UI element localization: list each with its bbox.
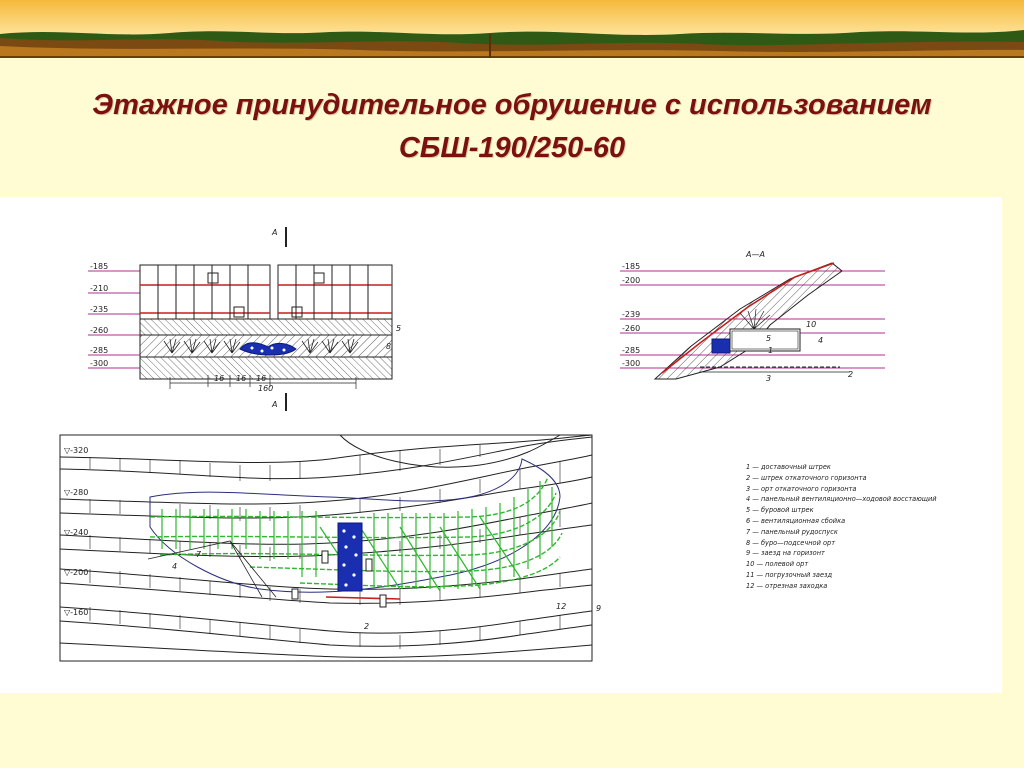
section-level-210: -210 [90, 284, 109, 293]
aa-view-title: А—А [746, 250, 765, 259]
legend-item: 5 — буровой штрек [746, 506, 814, 515]
cut-mark-top: А [272, 228, 278, 237]
legend-item: 2 — штрек откаточного горизонта [746, 473, 867, 482]
legend-item: 7 — панельный рудоспуск [746, 527, 838, 536]
aa-level-239: -239 [622, 310, 641, 319]
technical-drawing [0, 197, 1002, 693]
dim-160: 160 [258, 384, 274, 393]
plan-callout-12: 12 [556, 602, 567, 611]
legend-item: 8 — буро—подсечной орт [746, 538, 836, 547]
legend-item: 10 — полевой орт [746, 560, 809, 569]
legend-item: 9 — заезд на горизонт [746, 549, 825, 558]
plan-level-160: ▽-160 [64, 608, 89, 617]
section-level-235: -235 [90, 305, 109, 314]
legend-item: 1 — доставочный штрек [746, 463, 831, 471]
section-view [88, 227, 401, 411]
aa-callout-3: 3 [766, 374, 772, 383]
plan-level-320: ▽-320 [64, 446, 89, 455]
plan-callout-2: 2 [364, 622, 370, 631]
aa-level-300: -300 [622, 359, 641, 368]
title-line-2: СБШ-190/250-60 [398, 132, 626, 164]
aa-callout-10: 10 [806, 320, 817, 329]
aa-callout-5: 5 [766, 334, 772, 343]
aa-level-260: -260 [622, 324, 641, 333]
cut-mark-bottom: А [272, 400, 278, 409]
legend-item: 3 — орт откаточного горизонта [746, 484, 857, 493]
dim-16-a: 16 [214, 374, 225, 383]
plan-level-200: ▽-200 [64, 568, 89, 577]
plan-callout-9: 9 [596, 604, 602, 613]
legend-item: 11 — погрузочный заезд [746, 570, 833, 579]
plan-level-280: ▽-280 [64, 488, 89, 497]
header-banner [0, 0, 1024, 62]
plan-callout-7: 7 [196, 550, 202, 559]
title-line-1: Этажное принудительное обрушение с использованием [92, 89, 932, 121]
legend-item: 12 — отрезная заходка [746, 581, 828, 590]
aa-level-185: -185 [622, 262, 641, 271]
aa-callout-4: 4 [818, 336, 824, 345]
section-level-285: -285 [90, 346, 109, 355]
section-level-260: -260 [90, 326, 109, 335]
section-callout-8: 8 [386, 342, 392, 351]
aa-view [620, 250, 885, 383]
section-level-300: -300 [90, 359, 109, 368]
aa-level-285: -285 [622, 346, 641, 355]
dim-16-c: 16 [256, 374, 267, 383]
plan-level-240: ▽-240 [64, 528, 89, 537]
section-callout-5: 5 [396, 324, 402, 333]
aa-callout-2: 2 [848, 370, 854, 379]
aa-callout-1: 1 [768, 346, 774, 355]
plan-view [60, 435, 601, 661]
plan-callout-4: 4 [172, 562, 178, 571]
legend-item: 6 — вентиляционная сбойка [746, 516, 846, 525]
legend [746, 462, 996, 592]
slide-title [0, 84, 1024, 170]
legend-item: 4 — панельный вентиляционно—ходовой восстающий [746, 495, 937, 504]
section-level-185: -185 [90, 262, 109, 271]
drawing-panel [0, 197, 1002, 693]
aa-level-200: -200 [622, 276, 641, 285]
dim-16-b: 16 [236, 374, 247, 383]
